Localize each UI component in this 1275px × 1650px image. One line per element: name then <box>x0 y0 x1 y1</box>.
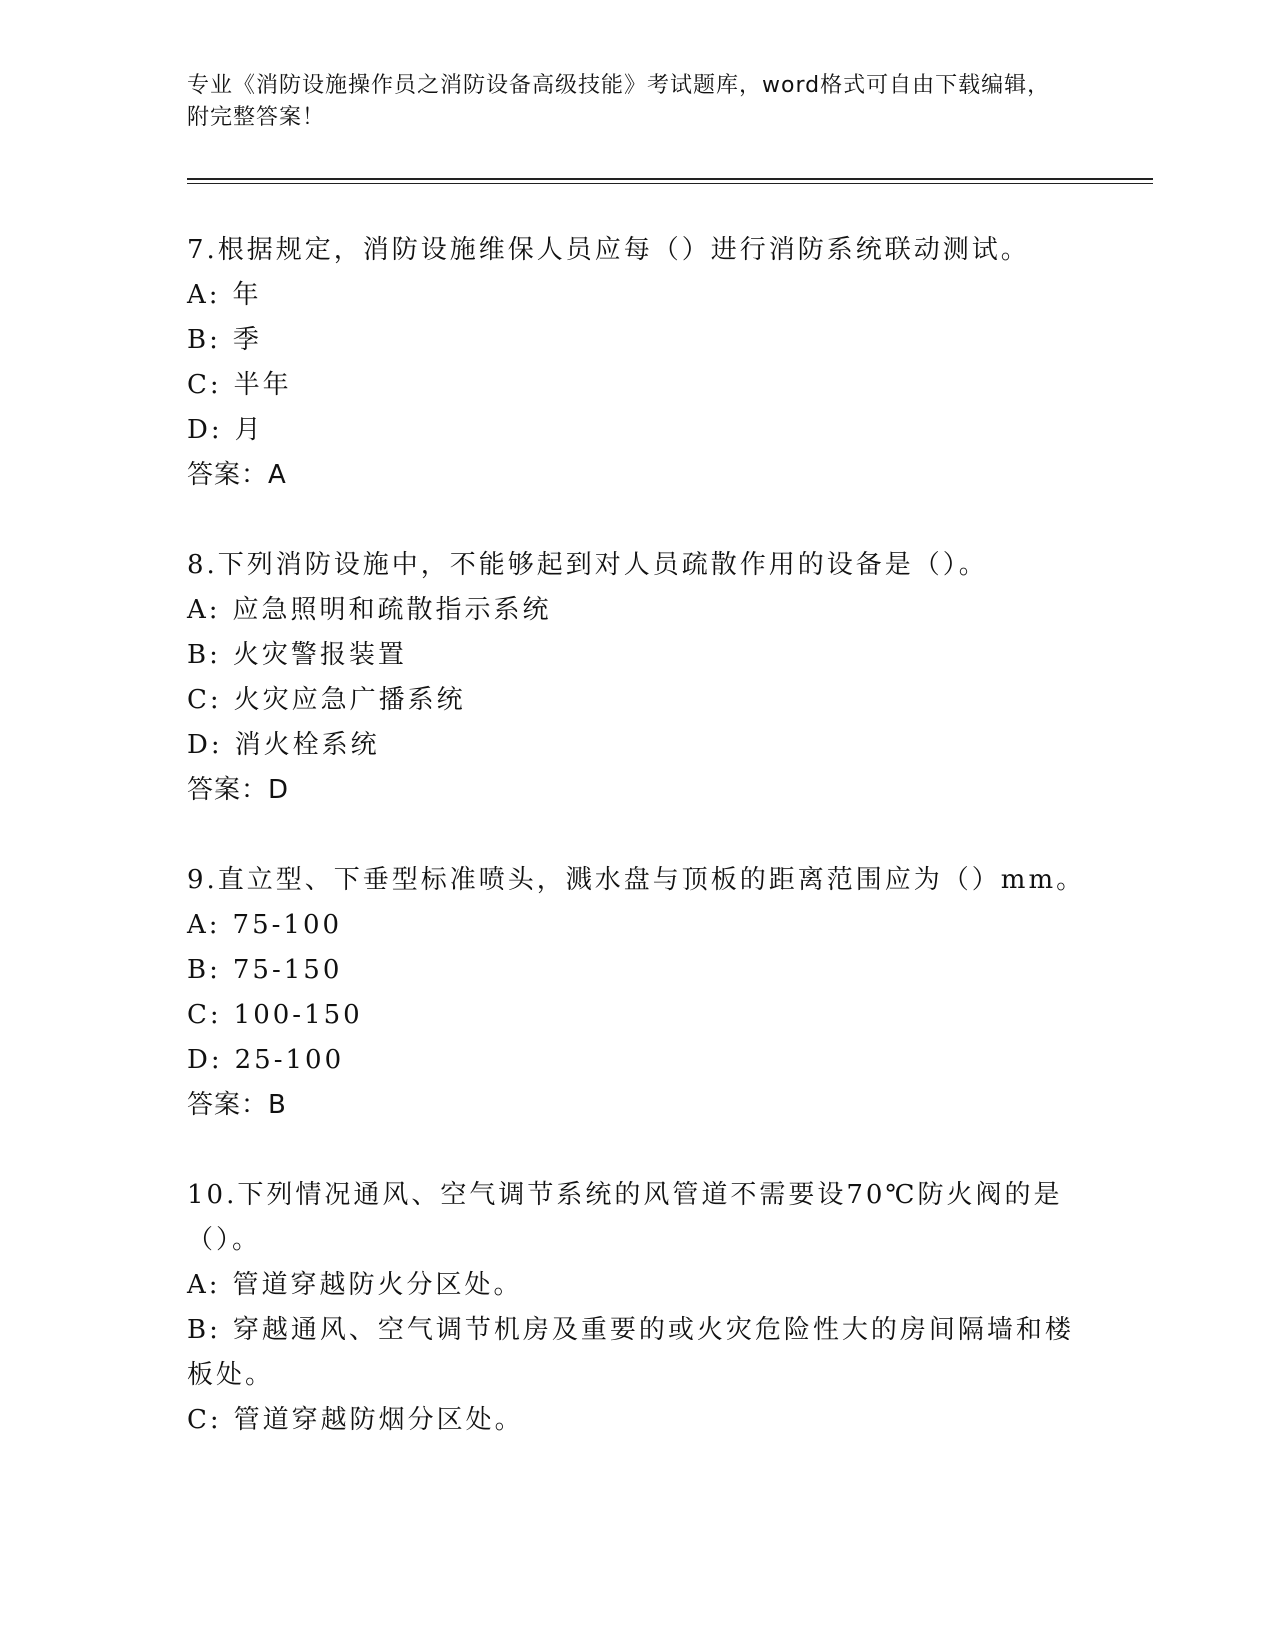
option-c <box>187 678 1087 723</box>
option-b <box>187 1308 1087 1398</box>
option-text: 管道穿越防烟分区处。 <box>233 1405 524 1435</box>
option-letter: C: <box>187 1000 222 1030</box>
option-text: 穿越通风、空气调节机房及重要的或火灾危险性大的房间隔墙和楼板处。 <box>187 1315 1074 1390</box>
answer-line: 答案：D <box>187 775 290 805</box>
option-d <box>187 723 1087 768</box>
option-letter: A: <box>187 280 221 310</box>
question-stem: 8.下列消防设施中，不能够起到对人员疏散作用的设备是（）。 <box>187 550 988 580</box>
option-letter: A: <box>187 1270 221 1300</box>
option-b <box>187 948 1087 993</box>
option-a <box>187 273 1087 318</box>
answer-line: 答案：A <box>187 460 287 490</box>
option-letter: B: <box>187 955 221 985</box>
option-letter: C: <box>187 1405 222 1435</box>
option-text: 火灾警报装置 <box>232 640 407 670</box>
question-10 <box>187 1173 1087 1443</box>
option-c <box>187 363 1087 408</box>
option-text: 年 <box>232 280 262 310</box>
option-c <box>187 993 1087 1038</box>
option-text: 季 <box>232 325 262 355</box>
option-text: 100-150 <box>233 1000 363 1030</box>
option-letter: B: <box>187 1315 221 1345</box>
option-a <box>187 903 1087 948</box>
option-letter: A: <box>187 910 221 940</box>
option-text: 应急照明和疏散指示系统 <box>232 595 552 625</box>
option-letter: D: <box>187 1045 223 1075</box>
option-b <box>187 633 1087 678</box>
question-stem: 9.直立型、下垂型标准喷头，溅水盘与顶板的距离范围应为（）mm。 <box>187 865 1086 895</box>
option-text: 半年 <box>233 370 292 400</box>
option-text: 消火栓系统 <box>234 730 380 760</box>
option-a <box>187 588 1087 633</box>
header-divider-thick <box>187 178 1153 180</box>
option-text: 75-100 <box>232 910 343 940</box>
option-d <box>187 408 1087 453</box>
option-letter: B: <box>187 640 221 670</box>
option-a <box>187 1263 1087 1308</box>
option-c <box>187 1398 1087 1443</box>
question-9 <box>187 858 1087 1128</box>
option-letter: C: <box>187 685 222 715</box>
option-text: 75-150 <box>232 955 343 985</box>
option-letter: D: <box>187 730 223 760</box>
option-text: 管道穿越防火分区处。 <box>232 1270 523 1300</box>
document-intro: 专业《消防设施操作员之消防设备高级技能》考试题库，word格式可自由下载编辑，附完整答案！ <box>187 73 1051 130</box>
option-letter: D: <box>187 415 223 445</box>
question-stem: 10.下列情况通风、空气调节系统的风管道不需要设70℃防火阀的是（）。 <box>187 1180 1063 1255</box>
header-divider-thin <box>187 183 1153 184</box>
question-8 <box>187 543 1087 813</box>
option-letter: A: <box>187 595 221 625</box>
option-text: 火灾应急广播系统 <box>233 685 466 715</box>
option-text: 月 <box>234 415 264 445</box>
option-letter: C: <box>187 370 222 400</box>
question-7 <box>187 228 1087 498</box>
option-letter: B: <box>187 325 221 355</box>
option-b <box>187 318 1087 363</box>
answer-line: 答案：B <box>187 1090 287 1120</box>
option-d <box>187 1038 1087 1083</box>
option-text: 25-100 <box>234 1045 345 1075</box>
question-stem: 7.根据规定，消防设施维保人员应每（）进行消防系统联动测试。 <box>187 235 1030 265</box>
